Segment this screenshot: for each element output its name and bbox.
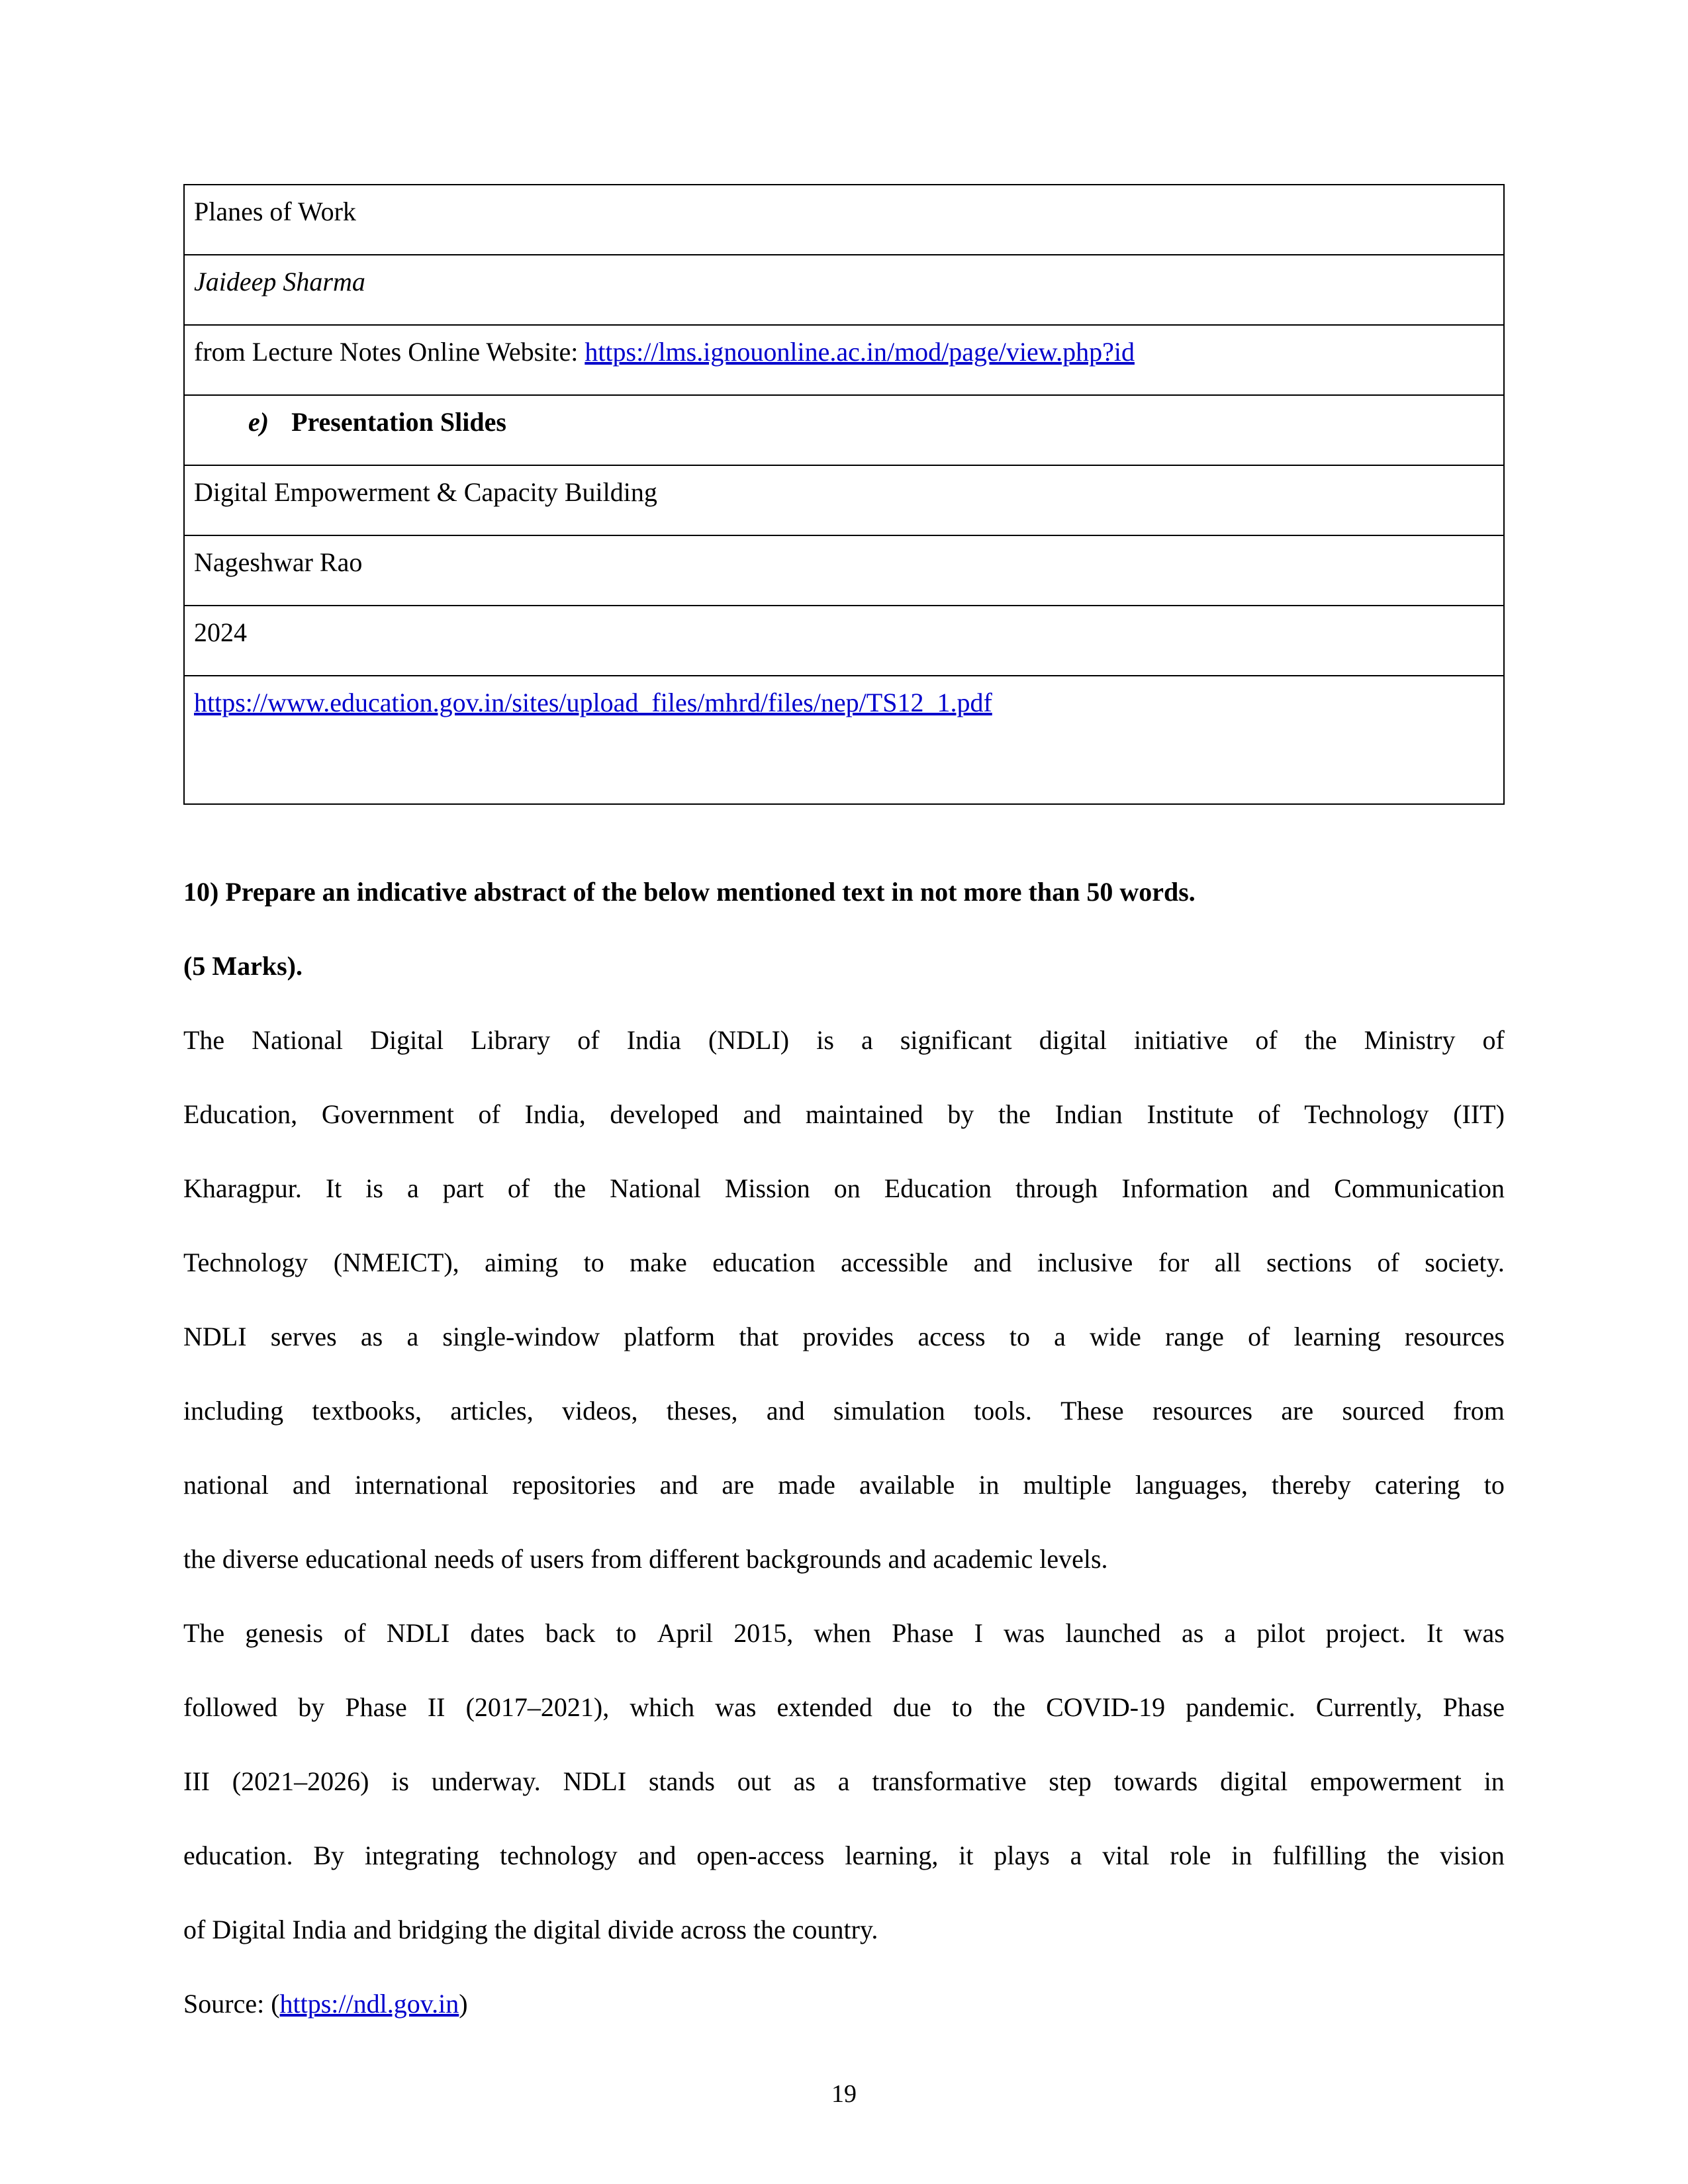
passage-word: and — [1272, 1173, 1311, 1203]
passage-word: to — [951, 1692, 973, 1722]
passage-word: catering — [1374, 1470, 1460, 1500]
passage-word: National — [252, 1025, 343, 1055]
passage-word: learning — [1293, 1322, 1381, 1351]
passage-word: The — [183, 1025, 225, 1055]
passage-word: to — [1483, 1470, 1505, 1500]
passage-word: technology — [500, 1841, 618, 1870]
passage-word: open-access — [696, 1841, 825, 1870]
passage-word: all — [1214, 1248, 1241, 1277]
cell-author-nageshwar-rao — [184, 535, 1504, 606]
table-row — [184, 255, 1504, 325]
table-row — [184, 676, 1504, 804]
passage-word: by — [947, 1099, 974, 1129]
passage-word: April — [657, 1618, 714, 1648]
passage-word: serves — [270, 1322, 337, 1351]
passage-word: in — [978, 1470, 1000, 1500]
passage-word: to — [1009, 1322, 1030, 1351]
question-block — [183, 879, 1505, 1027]
passage-word: Education, — [183, 1099, 298, 1129]
cell-planes-of-work — [184, 185, 1504, 255]
passage-word: repositories — [512, 1470, 636, 1500]
passage-word: initiative — [1134, 1025, 1229, 1055]
passage-word: Phase — [345, 1692, 407, 1722]
passage-word: COVID-19 — [1046, 1692, 1166, 1722]
passage-word: Kharagpur. — [183, 1173, 302, 1203]
table-row — [184, 535, 1504, 606]
passage-word: significant — [900, 1025, 1012, 1055]
heading-presentation-slides: Presentation Slides — [291, 407, 506, 437]
passage-word: maintained — [805, 1099, 923, 1129]
passage-word: platform — [624, 1322, 716, 1351]
passage-word: learning, — [845, 1841, 939, 1870]
passage-line: of Digital India and bridging the digital divide across the country. — [183, 1915, 878, 1944]
passage-word: the — [553, 1173, 586, 1203]
passage-word: a — [1224, 1618, 1237, 1648]
passage-word: in — [1483, 1766, 1505, 1796]
passage-word: a — [1054, 1322, 1066, 1351]
passage-word: of — [1248, 1322, 1270, 1351]
passage-line — [183, 1620, 1505, 1694]
passage-word: (IIT) — [1453, 1099, 1505, 1129]
passage-word: Technology — [1304, 1099, 1429, 1129]
passage-word: It — [325, 1173, 342, 1203]
passage-word: was — [1004, 1618, 1045, 1648]
table-row — [184, 325, 1504, 395]
passage-word: out — [737, 1766, 771, 1796]
passage-word: step — [1049, 1766, 1092, 1796]
passage-word: Phase — [892, 1618, 954, 1648]
passage-word: launched — [1065, 1618, 1161, 1648]
passage-word: followed — [183, 1692, 278, 1722]
passage-word: National — [610, 1173, 701, 1203]
passage-word: multiple — [1023, 1470, 1111, 1500]
passage-line — [183, 1250, 1505, 1324]
passage-word: (2017–2021), — [465, 1692, 610, 1722]
passage-word: make — [630, 1248, 687, 1277]
passage-word: as — [1181, 1618, 1204, 1648]
lms-ignouonline-link[interactable]: https://lms.ignouonline.ac.in/mod/page/view.php?id — [585, 337, 1135, 367]
passage-word: are — [722, 1470, 755, 1500]
passage-word: III — [183, 1766, 210, 1796]
passage-word: Communication — [1334, 1173, 1505, 1203]
passage-word: the — [1387, 1841, 1420, 1870]
passage-word: plays — [994, 1841, 1050, 1870]
passage-line — [183, 1324, 1505, 1398]
passage-word: accessible — [841, 1248, 949, 1277]
passage-word: was — [715, 1692, 757, 1722]
passage-paragraph-1 — [183, 1027, 1505, 1620]
source-label: Source: ( — [183, 1989, 280, 2019]
passage-paragraph-2 — [183, 1620, 1505, 1991]
passage-line — [183, 1398, 1505, 1472]
passage-word: thereby — [1271, 1470, 1351, 1500]
passage-word: vital — [1102, 1841, 1150, 1870]
source-close-paren: ) — [459, 1989, 468, 2019]
passage-word: through — [1015, 1173, 1098, 1203]
passage-word: tools. — [974, 1396, 1032, 1426]
passage-word: NDLI — [183, 1322, 247, 1351]
passage-word: (2021–2026) — [232, 1766, 369, 1796]
passage-word: society. — [1425, 1248, 1505, 1277]
question-marks-line: (5 Marks). — [183, 951, 303, 981]
passage-word: of — [1377, 1248, 1399, 1277]
passage-word: as — [793, 1766, 816, 1796]
passage-word: fulfilling — [1272, 1841, 1367, 1870]
passage-word: Library — [471, 1025, 551, 1055]
passage-line — [183, 1843, 1505, 1917]
passage-word: the — [993, 1692, 1026, 1722]
passage-word: of — [507, 1173, 530, 1203]
passage-word: simulation — [833, 1396, 945, 1426]
cell-lecture-notes-source — [184, 325, 1504, 395]
cell-digital-empowerment-title — [184, 465, 1504, 535]
passage-word: Indian — [1055, 1099, 1123, 1129]
passage-word: vision — [1440, 1841, 1505, 1870]
passage-word: a — [837, 1766, 850, 1796]
page-content — [183, 184, 1505, 2065]
passage-word: digital — [1039, 1025, 1107, 1055]
passage-word: the — [1304, 1025, 1337, 1055]
passage-word: textbooks, — [312, 1396, 422, 1426]
passage-word: Mission — [724, 1173, 810, 1203]
page-number: 19 — [831, 2080, 857, 2108]
cell-text-prefix: from Lecture Notes Online Website: — [194, 337, 585, 367]
passage-line — [183, 1472, 1505, 1546]
passage-word: (NMEICT), — [333, 1248, 459, 1277]
passage-word: role — [1170, 1841, 1211, 1870]
passage-word: dates — [470, 1618, 525, 1648]
table-row — [184, 606, 1504, 676]
passage-word: and — [766, 1396, 805, 1426]
passage-word: access — [917, 1322, 986, 1351]
passage-word: inclusive — [1037, 1248, 1133, 1277]
passage-word: and — [292, 1470, 331, 1500]
passage-word: 2015, — [733, 1618, 794, 1648]
cell-text: Digital Empowerment & Capacity Building — [194, 477, 657, 507]
passage-word: part — [442, 1173, 484, 1203]
ndl-gov-in-link[interactable]: https://ndl.gov.in — [279, 1989, 459, 2019]
passage-word: and — [659, 1470, 698, 1500]
passage-word: a — [406, 1322, 419, 1351]
passage-word: as — [360, 1322, 383, 1351]
cell-education-gov-url — [184, 676, 1504, 804]
passage-word: genesis — [245, 1618, 324, 1648]
passage-word: wide — [1090, 1322, 1141, 1351]
passage-word: and — [973, 1248, 1012, 1277]
passage-word: of — [577, 1025, 600, 1055]
passage-word: a — [861, 1025, 873, 1055]
passage-word: including — [183, 1396, 284, 1426]
passage-word: theses, — [666, 1396, 738, 1426]
passage-word: provides — [802, 1322, 894, 1351]
cell-presentation-slides-heading — [184, 395, 1504, 465]
passage-word: due — [893, 1692, 931, 1722]
passage-word: the — [998, 1099, 1031, 1129]
passage-line — [183, 1694, 1505, 1768]
passage-word: was — [1463, 1618, 1505, 1648]
passage-word: education. — [183, 1841, 293, 1870]
passage-line: the diverse educational needs of users from different backgrounds and academic levels. — [183, 1544, 1108, 1574]
passage-word: it — [959, 1841, 974, 1870]
passage-word: that — [739, 1322, 779, 1351]
passage-word: underway. — [431, 1766, 541, 1796]
table-row — [184, 465, 1504, 535]
passage-word: towards — [1113, 1766, 1198, 1796]
education-gov-pdf-link[interactable]: https://www.education.gov.in/sites/upload_files/mhrd/files/nep/TS12_1.pdf — [194, 688, 992, 717]
passage-word: is — [391, 1766, 409, 1796]
passage-word: of — [1255, 1025, 1278, 1055]
passage-word: are — [1281, 1396, 1314, 1426]
table-row — [184, 395, 1504, 465]
source-line — [183, 1991, 1505, 2065]
passage-word: Digital — [370, 1025, 444, 1055]
cell-text: Jaideep Sharma — [194, 267, 365, 296]
passage-word: These — [1060, 1396, 1124, 1426]
passage-word: is — [816, 1025, 834, 1055]
passage-word: available — [859, 1470, 955, 1500]
passage-word: Government — [321, 1099, 454, 1129]
passage-word: By — [313, 1841, 345, 1870]
passage-word: Education — [884, 1173, 992, 1203]
passage-word: stands — [648, 1766, 715, 1796]
passage-word: of — [1482, 1025, 1505, 1055]
passage-word: languages, — [1135, 1470, 1248, 1500]
passage-word: from — [1453, 1396, 1505, 1426]
passage-line — [183, 1768, 1505, 1843]
reference-table-body — [184, 185, 1504, 804]
question-text-line1: 10) Prepare an indicative abstract of the below mentioned text in not more than 50 words. — [183, 877, 1196, 907]
passage-word: NDLI — [563, 1766, 627, 1796]
passage-word: (NDLI) — [708, 1025, 790, 1055]
table-row — [184, 185, 1504, 255]
passage-word: Technology — [183, 1248, 308, 1277]
passage-word: digital — [1220, 1766, 1288, 1796]
passage-word: back — [545, 1618, 596, 1648]
passage-word: India, — [524, 1099, 586, 1129]
passage-word: I — [974, 1618, 983, 1648]
passage-word: range — [1165, 1322, 1224, 1351]
passage-word: Information — [1121, 1173, 1248, 1203]
list-marker-e: e) — [248, 407, 269, 437]
passage-word: education — [712, 1248, 816, 1277]
passage-line — [183, 1101, 1505, 1175]
cell-text: Nageshwar Rao — [194, 547, 363, 577]
passage-word: empowerment — [1310, 1766, 1462, 1796]
passage-word: India — [626, 1025, 681, 1055]
passage-word: which — [630, 1692, 695, 1722]
passage-word: videos, — [562, 1396, 638, 1426]
passage-word: on — [833, 1173, 861, 1203]
passage-word: Ministry — [1364, 1025, 1456, 1055]
passage-word: pandemic. — [1186, 1692, 1295, 1722]
passage-word: sections — [1266, 1248, 1352, 1277]
passage-word: II — [427, 1692, 445, 1722]
passage-word: of — [478, 1099, 500, 1129]
passage-word: international — [354, 1470, 489, 1500]
passage-word: of — [344, 1618, 366, 1648]
passage-word: to — [583, 1248, 604, 1277]
passage-word: articles, — [450, 1396, 534, 1426]
passage-word: pilot — [1256, 1618, 1305, 1648]
cell-author-jaideep-sharma — [184, 255, 1504, 325]
passage-word: a — [1070, 1841, 1082, 1870]
reference-table — [183, 184, 1505, 805]
passage-word: made — [778, 1470, 835, 1500]
cell-text: 2024 — [194, 617, 247, 647]
passage-word: transformative — [872, 1766, 1027, 1796]
passage-word: It — [1427, 1618, 1443, 1648]
passage-word: Currently, — [1315, 1692, 1423, 1722]
passage-line — [183, 1175, 1505, 1250]
passage-word: when — [814, 1618, 871, 1648]
passage-word: is — [365, 1173, 383, 1203]
passage-word: sourced — [1342, 1396, 1425, 1426]
passage-word: of — [1258, 1099, 1280, 1129]
passage-word: to — [616, 1618, 637, 1648]
passage-word: The — [183, 1618, 225, 1648]
passage-line — [183, 1027, 1505, 1101]
passage-word: Institute — [1147, 1099, 1234, 1129]
passage-word: project. — [1325, 1618, 1406, 1648]
cell-text: Planes of Work — [194, 197, 356, 226]
cell-year-2024 — [184, 606, 1504, 676]
passage-word: in — [1231, 1841, 1252, 1870]
passage-word: for — [1158, 1248, 1190, 1277]
passage-word: a — [406, 1173, 419, 1203]
passage-word: aiming — [485, 1248, 559, 1277]
passage-word: by — [298, 1692, 325, 1722]
passage-word: extended — [776, 1692, 872, 1722]
passage-word: resources — [1404, 1322, 1505, 1351]
passage-word: integrating — [364, 1841, 480, 1870]
passage-word: and — [637, 1841, 677, 1870]
passage-word: and — [743, 1099, 782, 1129]
passage-word: Phase — [1442, 1692, 1505, 1722]
passage-word: national — [183, 1470, 269, 1500]
passage-word: resources — [1152, 1396, 1253, 1426]
passage-word: single-window — [442, 1322, 600, 1351]
passage-word: developed — [610, 1099, 719, 1129]
passage-word: NDLI — [386, 1618, 450, 1648]
